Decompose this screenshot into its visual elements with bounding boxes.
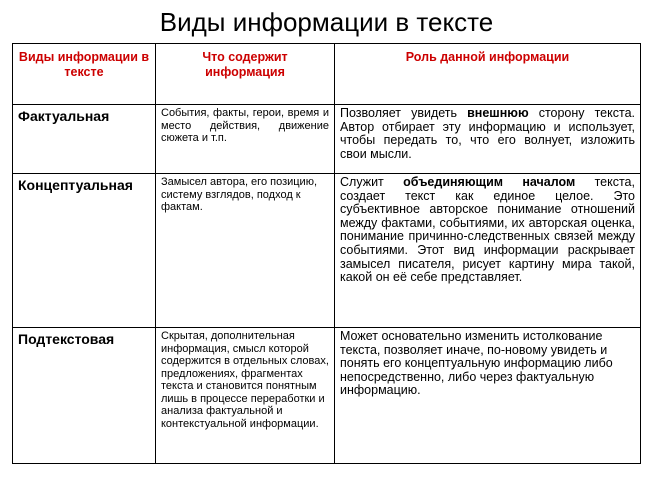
table-row [13, 174, 641, 328]
row-content-factual: События, факты, герои, время и место действия, движение сюжета и т.п. [156, 105, 335, 174]
row-role-factual [335, 105, 641, 174]
row-role-conceptual [335, 174, 641, 328]
header-role: Роль данной информации [335, 44, 641, 105]
slide-title: Виды информации в тексте [159, 7, 494, 37]
information-types-table [12, 43, 641, 464]
role-emphasis: объединяющим началом [403, 175, 576, 189]
row-name-conceptual: Концептуальная [13, 174, 156, 328]
header-contents: Что содержит информация [156, 44, 335, 105]
table-header-row [13, 44, 641, 105]
row-content-subtext: Скрытая, дополнительная информация, смысл которой содержится в отдельных словах, предложениях, фрагментах текста и становится понятным лишь в процессе переработки и анализа фактуальной и контекстуальной информации. [156, 328, 335, 464]
role-text: Позволяет увидеть [340, 106, 468, 120]
table-row [13, 328, 641, 464]
table-row [13, 105, 641, 174]
role-emphasis: внешнюю [467, 106, 529, 120]
row-content-conceptual: Замысел автора, его позицию, систему взглядов, подход к фактам. [156, 174, 335, 328]
row-name-subtext: Подтекстовая [13, 328, 156, 464]
role-text: текста, создает текст как единое целое. Это субъективное авторское понимание отношений между фактами, событиями, их авторская оценка, понимание причинно-следственных связей между событиями. Этот вид информации раскрывает замысел писателя, рисует картину мира такой, какой он её себе представляет. [340, 175, 635, 285]
row-role-subtext: Может основательно изменить истолкование текста, позволяет иначе, по-новому увидеть и понять его концептуальную информацию либо непосредственно, либо через фактуальную информацию. [335, 328, 641, 464]
row-name-factual: Фактуальная [13, 105, 156, 174]
header-types: Виды информации в тексте [13, 44, 156, 105]
role-text: сторону текста. Автор отбирает эту информацию и использует, чтобы передать то, что его волнует, изложить свои мысли. [340, 106, 635, 161]
role-text: Служит [340, 175, 404, 189]
